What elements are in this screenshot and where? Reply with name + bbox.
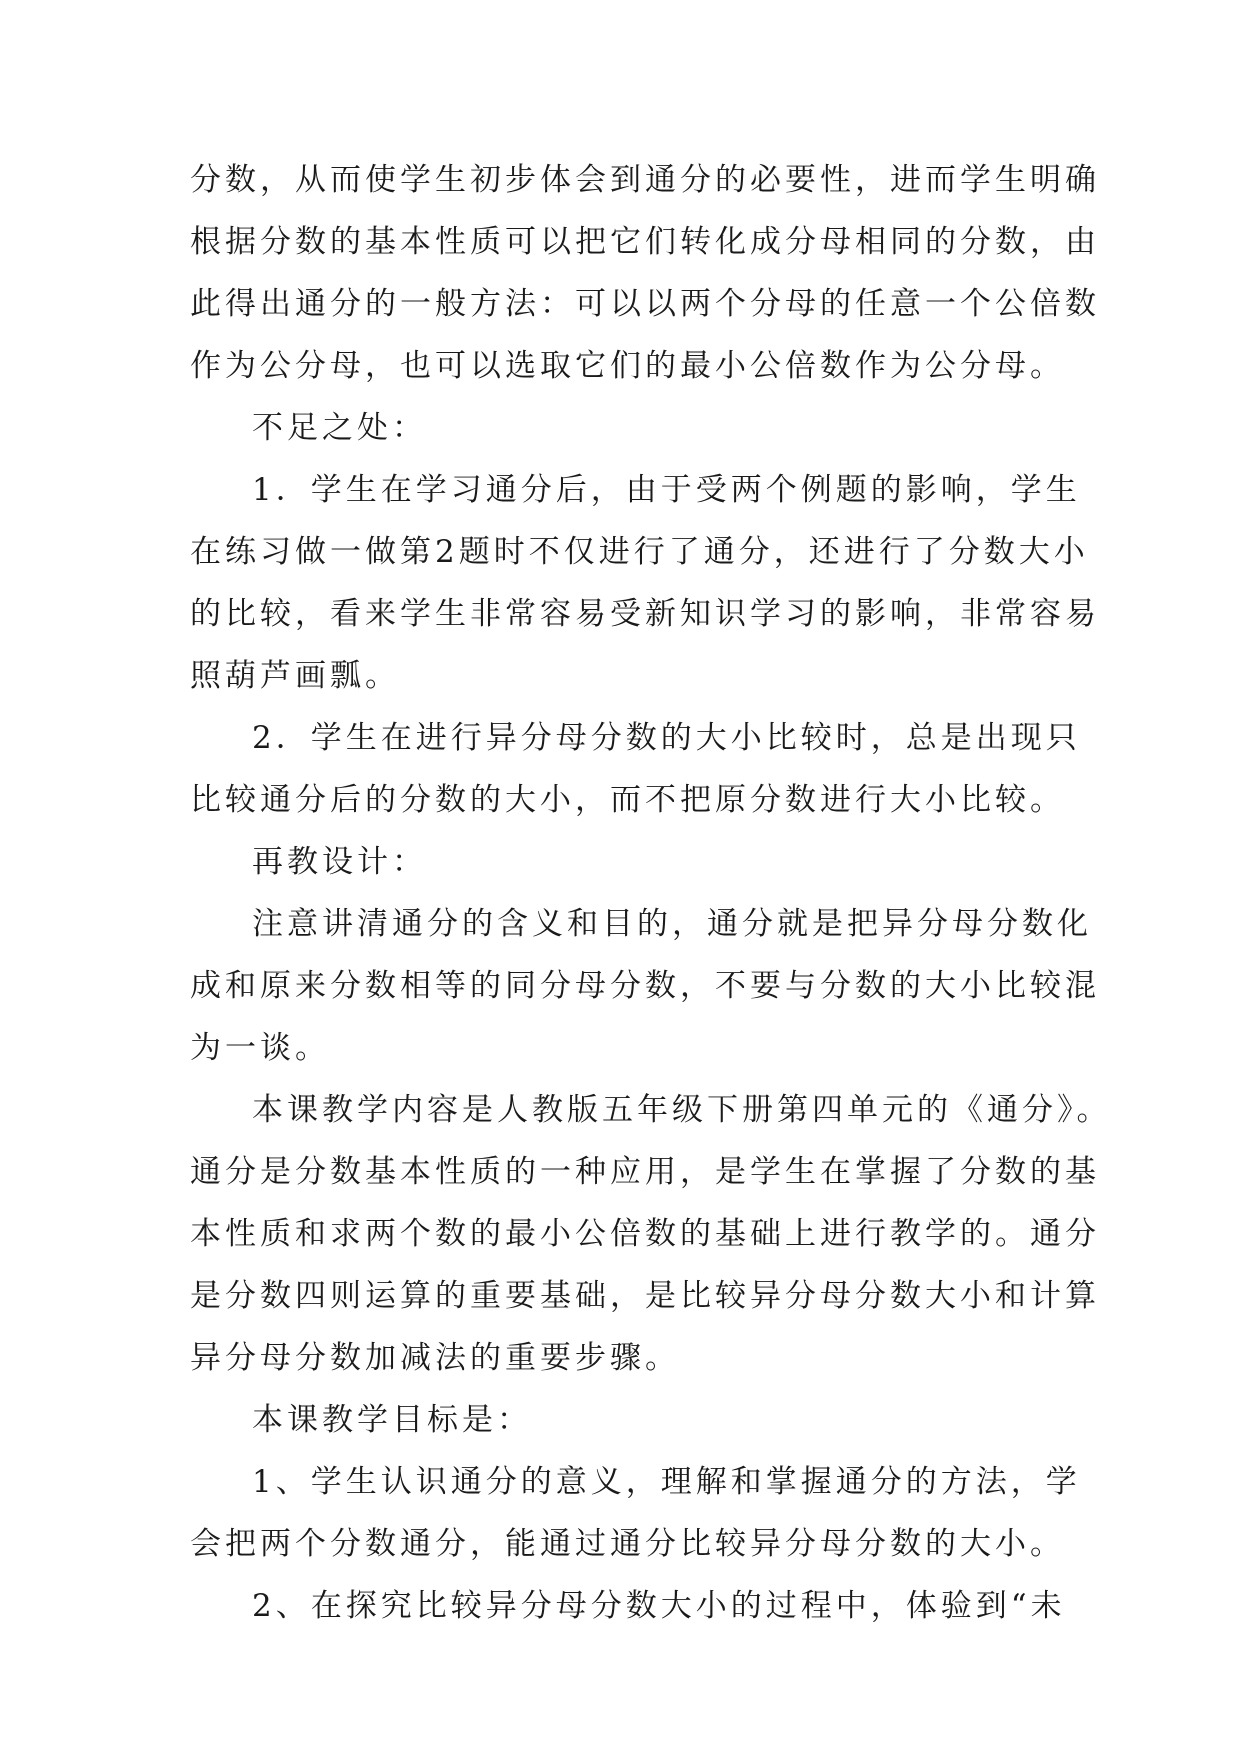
text-line-15: 为一谈。 xyxy=(190,1030,330,1066)
text-line-8: 的比较，看来学生非常容易受新知识学习的影响，非常容易 xyxy=(190,596,1100,632)
text-line-17: 通分是分数基本性质的一种应用，是学生在掌握了分数的基 xyxy=(190,1154,1100,1190)
text-line-22: 1、学生认识通分的意义，理解和掌握通分的方法，学 xyxy=(252,1464,1081,1500)
text-line-7: 在练习做一做第2题时不仅进行了通分，还进行了分数大小 xyxy=(190,534,1089,570)
text-line-19: 是分数四则运算的重要基础，是比较异分母分数大小和计算 xyxy=(190,1278,1100,1314)
text-line-14: 成和原来分数相等的同分母分数，不要与分数的大小比较混 xyxy=(190,968,1100,1004)
text-line-13: 注意讲清通分的含义和目的，通分就是把异分母分数化 xyxy=(252,906,1092,942)
section-heading-objectives: 本课教学目标是： xyxy=(252,1402,532,1438)
section-heading-shortcomings: 不足之处： xyxy=(252,410,427,446)
text-line-11: 比较通分后的分数的大小，而不把原分数进行大小比较。 xyxy=(190,782,1065,818)
text-line-1: 分数，从而使学生初步体会到通分的必要性，进而学生明确 xyxy=(190,162,1100,198)
text-line-24: 2、在探究比较异分母分数大小的过程中，体验到“未 xyxy=(252,1588,1066,1624)
text-line-23: 会把两个分数通分，能通过通分比较异分母分数的大小。 xyxy=(190,1526,1065,1562)
text-line-16: 本课教学内容是人教版五年级下册第四单元的《通分》。 xyxy=(252,1092,1112,1128)
section-heading-redesign: 再教设计： xyxy=(252,844,427,880)
text-line-4: 作为公分母，也可以选取它们的最小公倍数作为公分母。 xyxy=(190,348,1065,384)
text-line-2: 根据分数的基本性质可以把它们转化成分母相同的分数，由 xyxy=(190,224,1100,260)
text-line-3: 此得出通分的一般方法：可以以两个分母的任意一个公倍数 xyxy=(190,286,1100,322)
text-line-20: 异分母分数加减法的重要步骤。 xyxy=(190,1340,680,1376)
text-line-6: 1．学生在学习通分后，由于受两个例题的影响，学生 xyxy=(252,472,1081,508)
text-line-9: 照葫芦画瓢。 xyxy=(190,658,400,694)
text-line-10: 2．学生在进行异分母分数的大小比较时，总是出现只 xyxy=(252,720,1081,756)
text-line-18: 本性质和求两个数的最小公倍数的基础上进行教学的。通分 xyxy=(190,1216,1100,1252)
